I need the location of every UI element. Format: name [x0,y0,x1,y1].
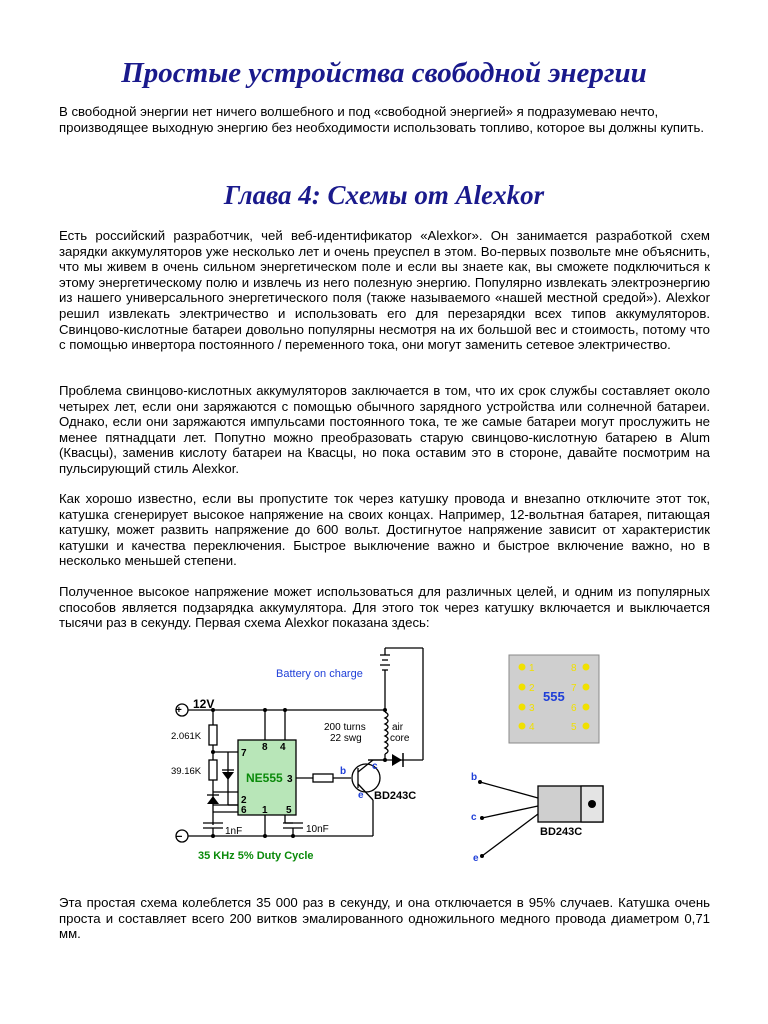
caption-paragraph: Эта простая схема колеблется 35 000 раз в секунду, и она отключается в 95% случаев. Катушка очень проста и составляет всего 200 витков эмалированного одножильного медного провода диаметром 0,71 мм. [59,895,710,942]
emitter-label: e [358,790,364,801]
pin-1: 1 [262,805,268,816]
transistor-label: BD243C [374,790,417,802]
transistor-b-label: b [471,772,478,783]
pin-7: 7 [241,748,247,759]
collector-label: c [372,761,378,772]
paragraph-4: Полученное высокое напряжение может использоваться для различных целей, и одним из популярных способов является подзарядка аккумулятора. Для этого ток через катушку включается и выключается тысячи раз в секунду. Первая схема Alexkor показана здесь: [59,584,710,631]
pin-6: 6 [241,805,247,816]
chip-pin-3: 3 [529,703,535,714]
circuit-schematic [168,640,448,870]
r1-label: 2.061K [171,731,202,742]
pin-5: 5 [286,805,292,816]
coil-turns: 200 turns [324,722,366,733]
battery-label: Battery on charge [276,668,363,680]
r2-label: 39.16K [171,766,202,777]
base-label: b [340,766,347,777]
c1-label: 1nF [225,826,243,837]
chapter-title: Глава 4: Схемы от Alexkor [223,180,545,210]
chip-label: 555 [543,689,565,704]
paragraph-3: Как хорошо известно, если вы пропустите ток через катушку провода и внезапно отключите этот ток, катушка сгенерирует высокое напряжение на своих концах. Например, 12-вольтная батарея, питающая катушку, может развить напряжение до 600 вольт. Достигнутое напряжение зависит от характеристик катушки и качества переключения. Быстрое выключение важно и быстрое включение важно, но в несколько меньшей степени. [59,491,710,569]
supply-label: 12V [193,697,215,711]
coil-core-2: core [390,733,410,744]
transistor-c-label: c [471,812,477,823]
chip-pin-4: 4 [529,722,535,733]
transistor-e-label: e [473,853,479,864]
frequency-note: 35 KHz 5% Duty Cycle [198,850,314,862]
coil-core-1: air [392,722,404,733]
pin-8: 8 [262,742,268,753]
chip-555-diagram [508,654,600,744]
ic-label: NE555 [246,771,283,785]
supply-minus: − [176,831,183,843]
pin-4: 4 [280,742,286,753]
transistor-diagram [466,768,616,868]
pin-2: 2 [241,795,247,806]
paragraph-2: Проблема свинцово-кислотных аккумуляторов заключается в том, что их срок службы составляет около четырех лет, если они заряжаются с помощью обычного зарядного устройства или солнечной батареи. Однако, если они заряжаются импульсами постоянного тока, те же самые батареи могут прослужить не менее пятнадцати лет. Попутно можно преобразовать старую свинцово-кислотную батарею в Alum (Квасцы), заменив кислоту батареи на Квасцы, но пока оставим это в стороне, давайте посмотрим на пульсирующий стиль Alexkor. [59,383,710,476]
chip-pin-2: 2 [529,683,535,694]
chip-pin-6: 6 [571,703,577,714]
paragraph-1: Есть российский разработчик, чей веб-идентификатор «Alexkor». Он занимается разработкой схем зарядки аккумуляторов уже несколько лет и очень преуспел в этом. Во-первых позвольте мне объяснить, что мы живем в очень сильном энергетическом поле и если вы знаете как, вы сможете подключиться к этому энергетическому полю и извлечь из него полезную энергию. Популярно извлекать электроэнергию из нашего универсального энергетического поля (также называемого «нашей местной средой»). Alexkor решил извлекать электричество и использовать его для перезарядки всех типов аккумуляторов. Свинцово-кислотные батареи довольно популярны несмотря на их большой вес и стоимость, потому что с помощью инвертора постоянного / переменного тока, они могут заменить сетевое электричество. [59,228,710,353]
transistor-diagram-label: BD243C [540,826,583,838]
chip-pin-7: 7 [571,683,577,694]
supply-plus: + [176,705,182,716]
pin-3: 3 [287,774,293,785]
chip-pin-8: 8 [571,663,577,674]
page-title: Простые устройства свободной энергии [121,57,647,89]
coil-wire: 22 swg [330,733,362,744]
chip-pin-1: 1 [529,663,535,674]
c2-label: 10nF [306,824,329,835]
chip-pin-5: 5 [571,722,577,733]
intro-paragraph: В свободной энергии нет ничего волшебного и под «свободной энергией» я подразумеваю нечто, производящее выходную энергию без необходимости использовать топливо, которое вы должны купить. [59,104,704,135]
